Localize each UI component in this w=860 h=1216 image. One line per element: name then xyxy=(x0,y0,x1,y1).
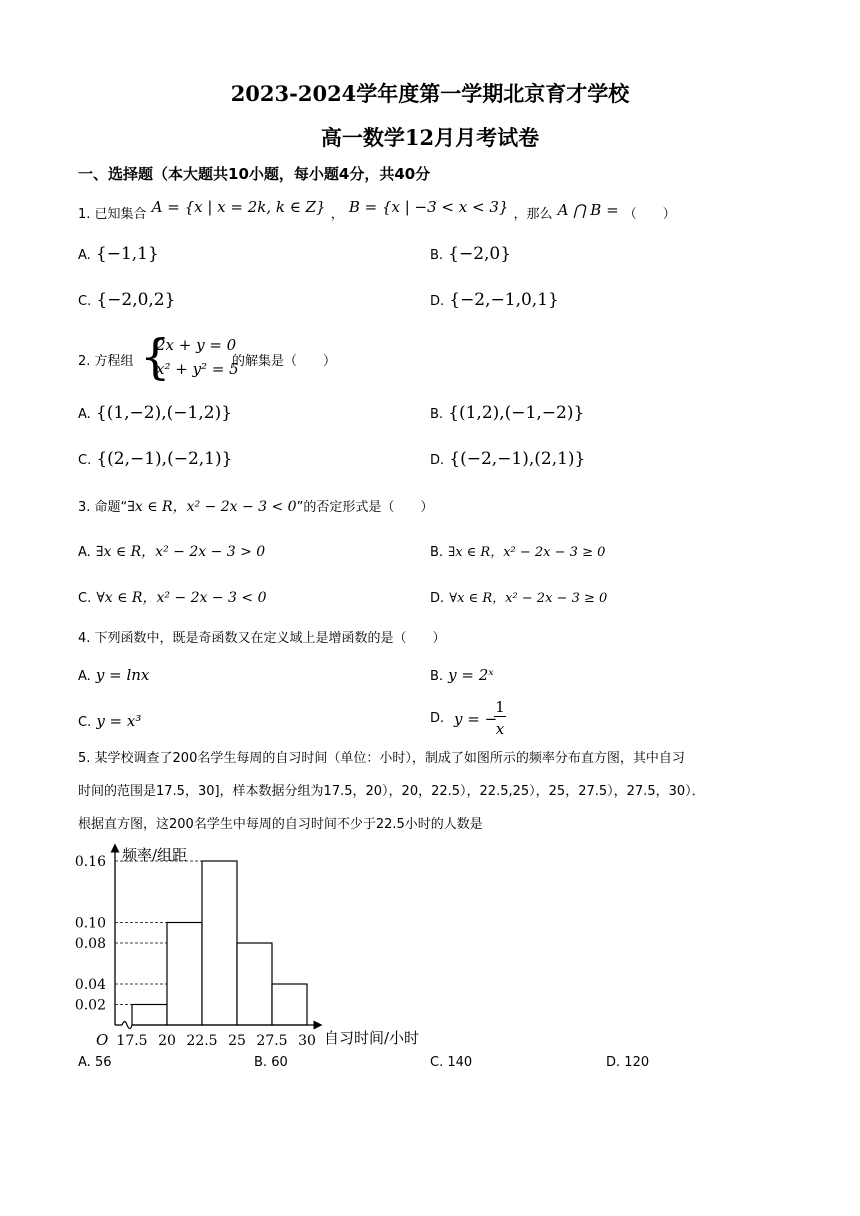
option-label: A. xyxy=(78,1055,91,1070)
set-a: A = {x | x = 2k, k ∈ Z} xyxy=(151,198,326,216)
origin-label: O xyxy=(96,1031,109,1049)
question-5-option-d[interactable] xyxy=(606,1055,649,1070)
x-tick-label: 22.5 xyxy=(186,1033,218,1049)
question-2-option-b[interactable] xyxy=(430,403,584,423)
y-tick-label: 0.08 xyxy=(74,936,106,952)
question-5-line-3: 根据直方图，这200名学生中每周的自习时间不少于22.5小时的人数是 xyxy=(78,817,483,832)
option-label: B. xyxy=(430,669,444,684)
x-axis-label: 自习时间/小时 xyxy=(324,1029,420,1047)
option-label: C. xyxy=(78,453,92,468)
y-tick-label: 0.10 xyxy=(74,915,106,932)
y-tick-label: 0.04 xyxy=(74,977,106,993)
answer-paren: （ ） xyxy=(623,207,676,222)
histogram-bar xyxy=(272,984,307,1025)
y-axis-label: 频率/组距 xyxy=(122,846,188,864)
option-text: ∀x ∈ R，x² − 2x − 3 < 0 xyxy=(96,590,267,606)
question-1-option-d[interactable] xyxy=(430,290,559,310)
option-label: A. xyxy=(78,545,91,560)
question-1-number: 1. 已知集合 xyxy=(78,207,147,222)
question-3-option-a[interactable] xyxy=(78,541,265,561)
y-tick-label: 0.16 xyxy=(74,854,106,870)
option-text: {(1,2),(−1,−2)} xyxy=(448,403,585,423)
x-tick-label: 17.5 xyxy=(116,1033,148,1049)
option-label: A. xyxy=(78,669,91,684)
option-label: D. xyxy=(430,711,445,726)
frequency-histogram xyxy=(60,840,460,1050)
option-label: D. xyxy=(430,294,445,309)
question-4-option-a[interactable] xyxy=(78,665,149,684)
option-text: y = 2ˣ xyxy=(448,666,494,684)
question-1-option-c[interactable] xyxy=(78,290,175,310)
question-3-stem xyxy=(78,496,433,516)
question-2-option-a[interactable] xyxy=(78,403,232,423)
option-label: D. xyxy=(430,453,445,468)
option-text-prefix: y = − xyxy=(454,710,498,728)
option-label: B. xyxy=(430,545,444,560)
exam-title-subject: 高一数学12月月考试卷 xyxy=(320,125,540,150)
option-label: B. xyxy=(430,407,444,422)
option-label: C. xyxy=(78,715,92,730)
set-b: B = {x | −3 < x < 3} xyxy=(348,198,509,216)
histogram-bar xyxy=(202,861,237,1025)
x-tick-label: 30 xyxy=(298,1033,316,1049)
option-text: y = lnx xyxy=(95,666,150,684)
option-text: {(2,−1),(−2,1)} xyxy=(96,449,233,469)
question-2-option-c[interactable] xyxy=(78,449,232,469)
option-text: ∃x ∈ R，x² − 2x − 3 ≥ 0 xyxy=(448,545,606,560)
option-text: {(1,−2),(−1,2)} xyxy=(95,403,233,423)
option-text: 120 xyxy=(624,1055,650,1070)
question-4-option-b[interactable] xyxy=(430,665,494,684)
histogram-bar xyxy=(167,923,202,1026)
histogram-bar xyxy=(237,943,272,1025)
option-text: ∃x ∈ R，x² − 2x − 3 > 0 xyxy=(95,544,266,560)
option-label: C. xyxy=(78,591,92,606)
question-3-number: 3. 命题“ xyxy=(78,500,128,515)
question-2-tail: 的解集是（ ） xyxy=(232,354,337,369)
question-3-option-c[interactable] xyxy=(78,587,266,607)
option-label: D. xyxy=(430,591,445,606)
separator: ， xyxy=(330,207,344,222)
question-2-number: 2. 方程组 xyxy=(78,354,134,369)
question-5-line-2: 时间的范围是17.5，30]，样本数据分组为17.5，20），20，22.5），22.5,25），25，27.5），27.5，30）． xyxy=(78,784,705,799)
option-label: C. xyxy=(78,294,92,309)
question-2-option-d[interactable] xyxy=(430,449,585,469)
question-1-stem xyxy=(78,198,676,222)
x-tick-label: 27.5 xyxy=(256,1033,288,1049)
question-1-option-b[interactable] xyxy=(430,244,511,264)
question-4-stem: 4. 下列函数中，既是奇函数又在定义域上是增函数的是（ ） xyxy=(78,631,446,646)
system-brace: { xyxy=(140,329,171,385)
intersection-expr: A ⋂ B = xyxy=(557,201,619,219)
option-text: 56 xyxy=(94,1055,112,1070)
x-tick-label: 20 xyxy=(158,1033,176,1049)
y-tick-label: 0.02 xyxy=(74,997,106,1014)
equation-1: 2x + y = 0 xyxy=(156,336,237,354)
option-text: 140 xyxy=(447,1055,473,1070)
question-1-tail: ，那么 xyxy=(513,207,553,222)
section-heading-choice: 一、选择题（本大题共10小题，每小题4分，共40分 xyxy=(78,165,431,183)
option-label: B. xyxy=(430,248,444,263)
option-text: y = x³ xyxy=(96,712,142,730)
question-3-option-b[interactable] xyxy=(430,541,605,560)
option-text: 60 xyxy=(271,1055,288,1070)
option-text: {−2,−1,0,1} xyxy=(449,290,559,310)
option-label: A. xyxy=(78,248,91,263)
option-label: B. xyxy=(254,1055,268,1070)
option-label: A. xyxy=(78,407,91,422)
option-text: {−2,0} xyxy=(448,244,512,264)
axis-break-icon xyxy=(122,1022,132,1029)
option-text: {(−2,−1),(2,1)} xyxy=(449,449,586,469)
option-label: D. xyxy=(606,1055,621,1070)
question-5-option-b[interactable] xyxy=(254,1055,288,1070)
question-3-option-d[interactable] xyxy=(430,587,607,606)
exam-title-school: 2023-2024学年度第一学期北京育才学校 xyxy=(230,81,630,106)
proposition: ∃x ∈ R，x² − 2x − 3 < 0 xyxy=(127,499,297,515)
histogram-bar xyxy=(132,1005,167,1026)
question-5-line-1: 5. 某学校调查了200名学生每周的自习时间（单位：小时），制成了如图所示的频率分布直方图，其中自习 xyxy=(78,751,685,766)
question-3-tail: ”的否定形式是（ ） xyxy=(296,500,434,515)
x-tick-label: 25 xyxy=(228,1033,246,1049)
question-5-option-a[interactable] xyxy=(78,1055,111,1070)
equation-2: x² + y² = 5 xyxy=(156,360,239,378)
fraction-denominator: x xyxy=(495,720,505,738)
option-text: ∀x ∈ R，x² − 2x − 3 ≥ 0 xyxy=(449,591,608,606)
question-1-option-a[interactable] xyxy=(78,244,159,264)
option-text: {−2,0,2} xyxy=(96,290,176,310)
option-text: {−1,1} xyxy=(95,244,159,264)
question-5-option-c[interactable] xyxy=(430,1055,472,1070)
fraction-numerator: 1 xyxy=(495,698,505,716)
option-label: C. xyxy=(430,1055,444,1070)
question-4-option-c[interactable] xyxy=(78,711,141,730)
